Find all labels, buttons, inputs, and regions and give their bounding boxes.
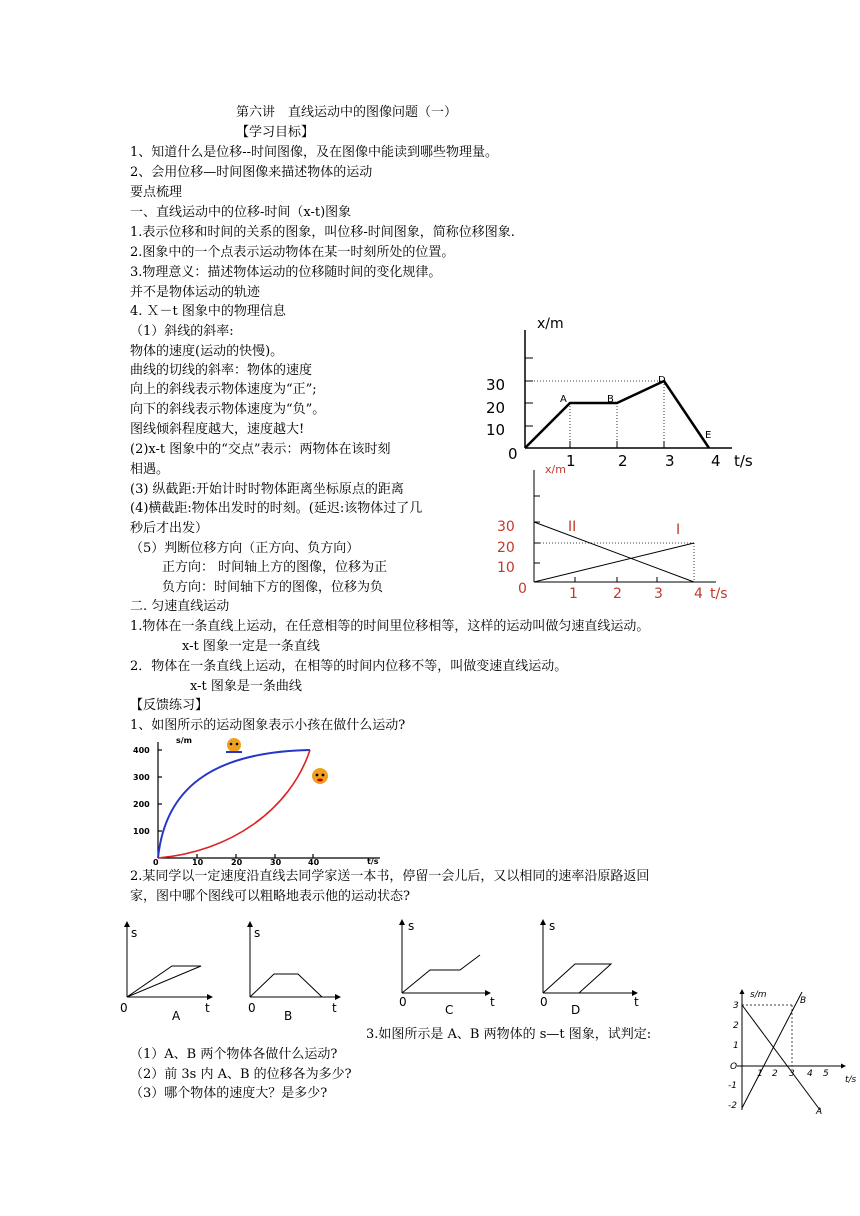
line-I (534, 543, 694, 582)
child-icon-blue (226, 738, 242, 752)
s1-line: 曲线的切线的斜率：物体的速度 (130, 363, 313, 378)
question-3-item: （2）前 3s 内 A、B 的位移各为多少? (130, 1067, 352, 1082)
graph-D-line (543, 964, 611, 993)
point-label: D (658, 375, 666, 386)
figure-2-xt-graph (490, 460, 770, 605)
s2-line: 2．物体在一条直线上运动，在相等的时间内位移不等，叫做变速直线运动。 (130, 659, 568, 674)
s1-line: (2)x-t 图象中的“交点”表示：两物体在该时刻 (130, 442, 391, 457)
section1-heading: 一、直线运动中的位移-时间（x-t)图象 (130, 205, 352, 220)
y-tick: 10 (497, 560, 515, 576)
figure-4-ab-graph (725, 985, 860, 1120)
line-label: I (676, 522, 681, 538)
x-axis-label: t/s (367, 857, 379, 866)
s1-line: 相遇。 (130, 462, 170, 477)
x-tick: 2 (618, 452, 628, 470)
line-label: A (816, 1107, 823, 1117)
s1-line: 并不是物体运动的轨迹 (130, 285, 261, 300)
question-2-graphs (110, 915, 660, 1030)
y-tick: 100 (133, 827, 150, 836)
y-tick: 30 (486, 376, 506, 394)
s1-line: 图线倾斜程度越大，速度越大! (130, 422, 305, 437)
y-axis-label: x/m (537, 316, 564, 332)
line-II (534, 522, 694, 582)
y-tick: 20 (486, 399, 506, 417)
graph-label: B (284, 1009, 293, 1023)
origin-label: 0 (248, 1001, 256, 1015)
feedback-heading: 【反馈练习】 (130, 698, 209, 713)
graph-A-line (127, 966, 201, 997)
x-tick: 4 (711, 452, 721, 470)
s1-line: 3.物理意义：描述物体运动的位移随时间的变化规律。 (130, 265, 442, 280)
question-3-item: （1）A、B 两个物体各做什么运动? (130, 1047, 338, 1062)
x-tick: 30 (270, 858, 282, 867)
x-tick: 2 (613, 586, 622, 602)
s1-line: 1.表示位移和时间的关系的图象，叫位移-时间图象，简称位移图象. (130, 225, 515, 240)
graph-label: C (445, 1003, 454, 1017)
page-title: 第六讲 直线运动中的图像问题（一） (236, 105, 458, 120)
origin-label: 0 (399, 995, 407, 1009)
x-tick: 1 (569, 586, 578, 602)
point-label: B (607, 394, 614, 405)
motion-line (525, 381, 712, 448)
origin-label: 0 (120, 1001, 128, 1015)
axis-label: s (408, 919, 415, 933)
red-curve (158, 750, 310, 858)
section2-heading: 二. 匀速直线运动 (130, 599, 230, 614)
s1-line: 向上的斜线表示物体速度为“正”; (130, 382, 317, 397)
x-axis-label: t/s (734, 452, 753, 470)
y-tick: 400 (133, 746, 150, 755)
x-tick: 3 (654, 586, 663, 602)
y-axis-label: x/m (545, 463, 566, 476)
s1-line: (3) 纵截距:开始计时时物体距离坐标原点的距离 (130, 482, 404, 497)
y-tick: -1 (728, 1081, 737, 1091)
blue-curve (158, 750, 310, 858)
graph-C-line (402, 955, 480, 993)
graph-B-line (250, 974, 322, 997)
x-tick: 5 (823, 1069, 829, 1079)
axis-label: t (490, 995, 495, 1009)
question-2-line: 2.某同学以一定速度沿直线去同学家送一本书，停留一会儿后，又以相同的速率沿原路返回 (130, 869, 650, 884)
s2-line: x-t 图象一定是一条直线 (182, 639, 320, 654)
x-tick: 4 (694, 586, 703, 602)
axis-label: s (549, 919, 556, 933)
x-tick: 1 (757, 1069, 763, 1079)
y-tick: 2 (733, 1021, 739, 1031)
x-tick: 4 (807, 1069, 813, 1079)
axis-label: s (131, 926, 138, 940)
x-tick: 40 (308, 858, 320, 867)
y-tick: 20 (497, 540, 515, 556)
objective-1: 1、知道什么是位移--时间图像，及在图像中能读到哪些物理量。 (130, 145, 499, 160)
x-tick: 0 (508, 445, 518, 463)
axis-label: t (332, 1001, 337, 1015)
x-tick: 20 (231, 858, 243, 867)
s1-line: 物体的速度(运动的快慢)。 (130, 344, 284, 359)
x-tick: 2 (772, 1069, 778, 1079)
y-tick: 3 (733, 1001, 739, 1011)
x-tick: 3 (665, 452, 675, 470)
x-axis-label: t/s (710, 586, 728, 602)
line-label: B (800, 996, 807, 1006)
s1-line: （5）判断位移方向（正方向、负方向） (130, 541, 360, 556)
origin-label: O (730, 1062, 738, 1072)
figure-3-st-curves (128, 730, 398, 867)
key-points-heading: 要点梳理 (130, 185, 183, 200)
axis-label: s (254, 926, 261, 940)
s1-line: 2.图象中的一个点表示运动物体在某一时刻所处的位置。 (130, 245, 455, 260)
graph-label: D (571, 1003, 581, 1017)
objectives-heading: 【学习目标】 (236, 125, 315, 140)
point-label: A (560, 394, 567, 405)
line-label: II (568, 519, 577, 535)
y-tick: 300 (133, 773, 150, 782)
figure-1-xt-graph (480, 315, 780, 475)
s1-line: (4)横截距:物体出发时的时刻。(延迟:该物体过了几 (130, 501, 423, 516)
y-axis-label: s/m (176, 736, 193, 745)
line-A (742, 1005, 820, 1110)
x-axis-label: t/s (845, 1075, 857, 1085)
x-tick: 3 (789, 1069, 795, 1079)
s1-line: 负方向：时间轴下方的图像，位移为负 (162, 580, 384, 595)
question-3-item: （3）哪个物体的速度大？是多少? (130, 1086, 328, 1101)
y-tick: 10 (486, 421, 506, 439)
y-tick: 1 (733, 1041, 739, 1051)
axis-label: t (634, 995, 639, 1009)
question-3-intro: 3.如图所示是 A、B 两物体的 s—t 图象，试判定: (366, 1027, 652, 1042)
s1-line: 4. Ｘ－t 图象中的物理信息 (130, 304, 286, 319)
y-tick: 0 (153, 858, 159, 867)
y-tick: -2 (728, 1101, 737, 1111)
s2-line: 1.物体在一条直线上运动，在任意相等的时间里位移相等，这样的运动叫做匀速直线运动。 (130, 619, 650, 634)
origin-label: 0 (540, 995, 548, 1009)
graph-label: A (172, 1009, 181, 1023)
axis-label: t (205, 1001, 210, 1015)
y-axis-label: s/m (750, 990, 767, 1000)
point-label: E (705, 430, 712, 441)
x-tick: 0 (518, 581, 527, 597)
y-tick: 200 (133, 800, 150, 809)
s2-line: x-t 图象是一条曲线 (190, 679, 302, 694)
objective-2: 2、会用位移—时间图像来描述物体的运动 (130, 165, 373, 180)
line-B (742, 992, 802, 1108)
child-icon-red (312, 768, 328, 784)
s1-line: 正方向： 时间轴上方的图像，位移为正 (162, 560, 388, 575)
question-1: 1、如图所示的运动图象表示小孩在做什么运动? (130, 718, 406, 733)
x-tick: 1 (566, 452, 576, 470)
s1-line: 向下的斜线表示物体速度为“负”。 (130, 402, 326, 417)
question-2-line: 家，图中哪个图线可以粗略地表示他的运动状态? (130, 889, 410, 904)
s1-line: 秒后才出发） (130, 521, 209, 536)
x-tick: 10 (192, 858, 204, 867)
s1-line: （1）斜线的斜率: (130, 324, 234, 339)
y-tick: 30 (497, 519, 515, 535)
